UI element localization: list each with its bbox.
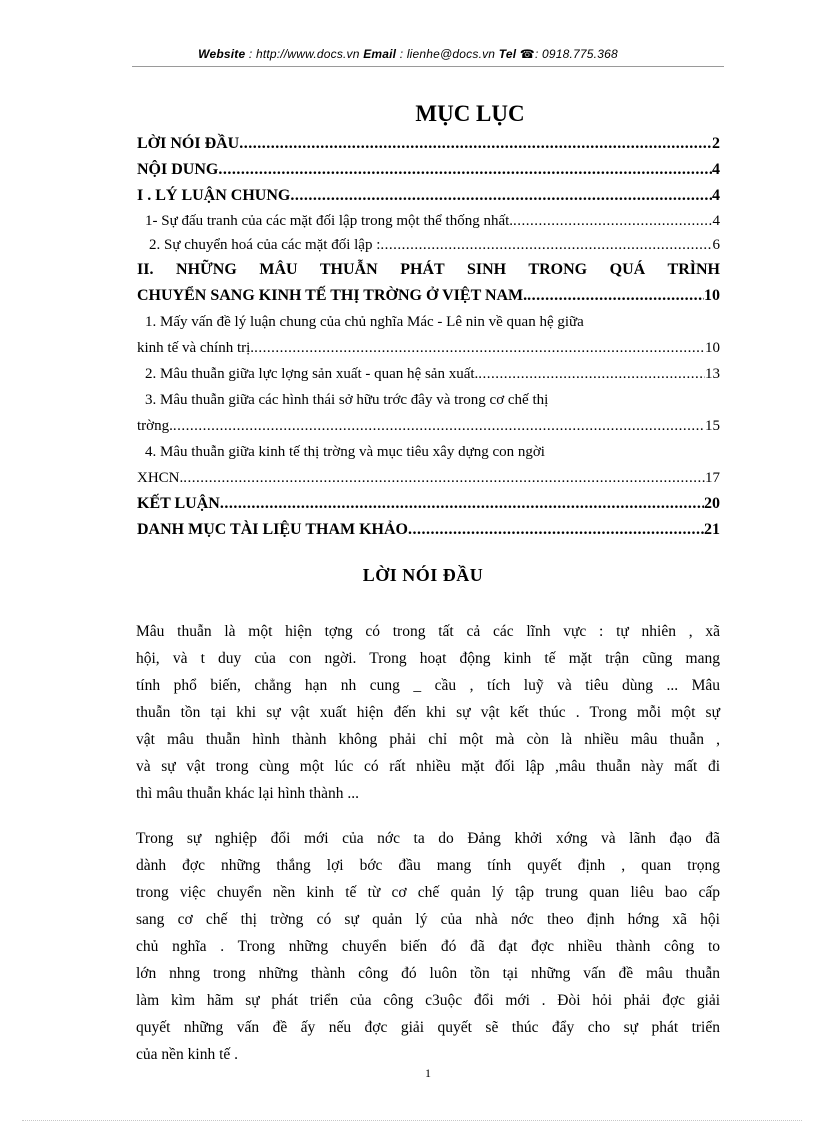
toc-entry bbox=[137, 387, 720, 439]
toc-entry-page: 4 bbox=[712, 213, 720, 229]
text-line: hội, và t duy của con ngời. Trong hoạt động kinh tế mặt trận cũng mang bbox=[136, 650, 720, 667]
text-line: của nền kinh tế . bbox=[136, 1046, 239, 1063]
toc-entry-page: 17 bbox=[705, 470, 720, 486]
text-line: vật mâu thuẫn hình thành không phải chỉ một mà còn là nhiều mâu thuẫn , bbox=[136, 731, 720, 748]
toc-leader bbox=[478, 361, 705, 387]
toc-entry-label: LỜI NÓI ĐẦU bbox=[137, 135, 240, 152]
text-line: quyết những vấn đề ấy nếu đợc giải quyết sẽ thúc đẩy cho sự phát triển bbox=[136, 1019, 720, 1036]
toc-leader bbox=[218, 157, 712, 183]
toc-entry-label-continued: kinh tế và chính trị. bbox=[137, 340, 255, 356]
toc-entry-page: 15 bbox=[705, 418, 720, 434]
toc-entry bbox=[137, 361, 720, 387]
preface-paragraph-2 bbox=[136, 825, 720, 1068]
toc-leader bbox=[527, 283, 704, 309]
toc-entry bbox=[137, 439, 720, 491]
toc-leader bbox=[408, 517, 704, 543]
toc-entry-page: 2 bbox=[712, 135, 720, 152]
text-line: thì mâu thuẫn khác lại hình thành ... bbox=[136, 785, 359, 802]
tel-value: : 0918.775.368 bbox=[534, 47, 618, 61]
toc-entry-page: 20 bbox=[704, 495, 720, 512]
toc-entry bbox=[137, 257, 720, 309]
toc-entry-label-continued: CHUYỂN SANG KINH TẾ THỊ TRỜNG Ở VIỆT NAM. bbox=[137, 287, 528, 304]
toc-entry-page: 4 bbox=[712, 187, 720, 204]
email-label: Email bbox=[363, 47, 397, 61]
toc-leader bbox=[183, 465, 705, 491]
toc-entry-label: 2. Sự chuyển hoá của các mặt đối lập : bbox=[149, 237, 381, 253]
toc-entry-page: 21 bbox=[704, 521, 720, 538]
toc-entry-label: DANH MỤC TÀI LIỆU THAM KHẢO bbox=[137, 521, 408, 538]
toc-entry bbox=[137, 183, 720, 209]
text-line: chủ nghĩa . Trong những chuyển biến đó đã đạt đợc nhiều thành công to bbox=[136, 938, 720, 955]
text-line: lớn nhng trong những thành công đó luôn tồn tại những vấn đề mâu thuẫn bbox=[136, 965, 720, 982]
tel-label: Tel bbox=[498, 47, 517, 61]
email-value: : lienhe@docs.vn bbox=[399, 47, 496, 61]
page-bottom-divider bbox=[22, 1120, 802, 1121]
toc-entry-label: NỘI DUNG bbox=[137, 161, 219, 178]
toc-leader bbox=[380, 233, 712, 257]
toc-leader bbox=[254, 335, 705, 361]
toc-leader bbox=[290, 183, 712, 209]
toc-entry bbox=[137, 517, 720, 543]
toc-entry bbox=[137, 233, 720, 257]
toc-entry bbox=[137, 157, 720, 183]
table-of-contents bbox=[137, 131, 720, 543]
toc-entry-page: 6 bbox=[712, 237, 720, 253]
header-divider bbox=[132, 66, 724, 67]
text-line: dành đợc những thắng lợi bớc đầu mang tính quyết định , quan trọng bbox=[136, 857, 720, 874]
toc-entry-page: 10 bbox=[704, 287, 720, 304]
toc-leader bbox=[173, 413, 705, 439]
toc-entry-label: II. NHỮNG MÂU THUẪN PHÁT SINH TRONG QUÁ TRÌNH bbox=[137, 261, 720, 278]
toc-entry-label: KẾT LUẬN bbox=[137, 495, 220, 512]
text-line: Mâu thuẫn là một hiện tợng có trong tất cả các lĩnh vực : tự nhiên , xã bbox=[136, 623, 720, 640]
toc-entry-label-continued: trờng. bbox=[137, 418, 173, 434]
toc-entry bbox=[137, 309, 720, 361]
text-line: tính phổ biến, chẳng hạn nh cung _ cầu , tích luỹ và tiêu dùng ... Mâu bbox=[136, 677, 720, 694]
toc-entry bbox=[137, 131, 720, 157]
toc-entry-label: 3. Mâu thuẫn giữa các hình thái sở hữu trớc đây và trong cơ chế thị bbox=[145, 392, 549, 408]
toc-entry-label: 2. Mâu thuẫn giữa lực lợng sản xuất - quan hệ sản xuất. bbox=[145, 366, 479, 382]
toc-title: MỤC LỤC bbox=[415, 101, 525, 126]
phone-icon: ☎ bbox=[519, 47, 535, 61]
toc-entry-page: 13 bbox=[705, 366, 720, 382]
text-line: trong việc chuyển nền kinh tế từ cơ chế quản lý tập trung quan liêu bao cấp bbox=[136, 884, 720, 901]
text-line: sang cơ chế thị trờng có sự quản lý của nhà nớc theo định hớng xã hội bbox=[136, 911, 720, 928]
toc-entry-label: 1- Sự đấu tranh của các mặt đối lập trong một thể thống nhất. bbox=[145, 213, 514, 229]
text-line: làm kìm hãm sự phát triển của công c3uộc đổi mới . Đòi hỏi phải đợc giải bbox=[136, 992, 720, 1009]
toc-entry-page: 4 bbox=[712, 161, 720, 178]
toc-leader bbox=[513, 209, 712, 233]
toc-entry bbox=[137, 209, 720, 233]
page-number: 1 bbox=[425, 1066, 431, 1080]
toc-entry-page: 10 bbox=[705, 340, 720, 356]
text-line: và sự vật trong cùng một lúc có rất nhiều mặt đối lập ,mâu thuẫn này mất đi bbox=[136, 758, 720, 775]
toc-leader bbox=[239, 131, 712, 157]
toc-leader bbox=[220, 491, 704, 517]
toc-entry-label: 4. Mâu thuẫn giữa kinh tế thị trờng và mục tiêu xây dựng con ngời bbox=[145, 444, 545, 460]
preface-title: LỜI NÓI ĐẦU bbox=[362, 565, 484, 585]
toc-entry-label: I . LÝ LUẬN CHUNG bbox=[137, 187, 291, 204]
toc-entry-label-continued: XHCN. bbox=[137, 470, 184, 486]
toc-entry bbox=[137, 491, 720, 517]
page-header bbox=[0, 47, 816, 61]
toc-entry-label: 1. Mấy vấn đề lý luận chung của chủ nghĩa Mác - Lê nin về quan hệ giữa bbox=[145, 314, 584, 330]
website-label: Website bbox=[198, 47, 246, 61]
preface-paragraph-1 bbox=[136, 618, 720, 807]
text-line: Trong sự nghiệp đổi mới của nớc ta do Đảng khởi xớng và lãnh đạo đã bbox=[136, 830, 720, 847]
website-value: : http://www.docs.vn bbox=[248, 47, 360, 61]
text-line: thuẫn tồn tại khi sự vật xuất hiện đến khi sự vật kết thúc . Trong mỗi một sự bbox=[136, 704, 720, 721]
